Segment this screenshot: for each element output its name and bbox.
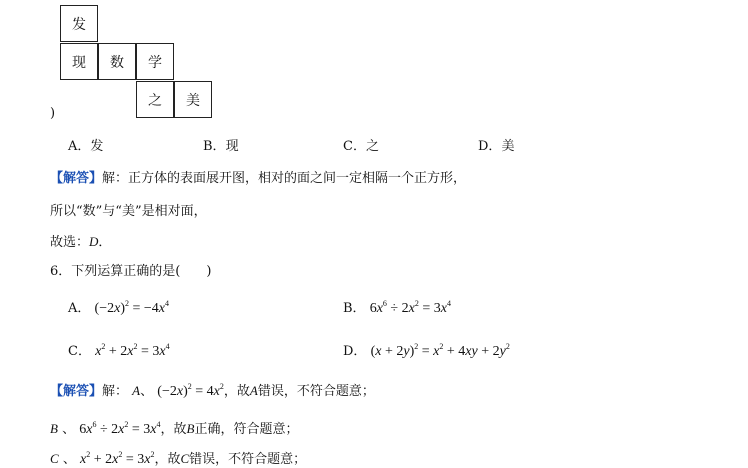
answer-tag: 【解答】 [50, 171, 103, 186]
option-d: D．美 [478, 139, 515, 154]
q6-answer-a-formula: $(-2x)^2 = 4x^2$ [157, 382, 224, 399]
q6-answer-b-formula: $6x^6 \div 2x^2 = 3x^4$ [79, 420, 161, 437]
q5-answer-line3: 故选：D． [50, 234, 112, 250]
option-b: B．现 [203, 139, 239, 154]
q6-option-c-formula: $x^2 + 2x^2 = 3x^4$ [95, 342, 170, 359]
q6-option-c: C． $x^2 + 2x^2 = 3x^4$ [68, 342, 170, 359]
q6-option-a: A． $(-2x)^2 = -4x^4$ [68, 299, 169, 316]
q6-answer-c-formula: $x^2 + 2x^2 = 3x^2$ [79, 450, 155, 467]
q6-option-b: B． $6x^6 \div 2x^2 = 3x^4$ [343, 299, 451, 316]
q6-stem: 6．下列运算正确的是( ) [50, 264, 212, 279]
q6-answer-line3: C 、 $x^2 + 2x^2 = 3x^2$，故C错误，不符合题意； [50, 450, 307, 467]
net-face-left: 现 [60, 43, 98, 80]
q6-option-b-formula: $6x^6 \div 2x^2 = 3x^4$ [369, 299, 451, 316]
q6-option-d-formula: $(x + 2y)^2 = x^2 + 4xy + 2y^2$ [370, 342, 510, 359]
answer-tag: 【解答】 [50, 384, 103, 399]
option-a: A．发 [68, 139, 104, 154]
q6-answer-line2: B 、 $6x^6 \div 2x^2 = 3x^4$，故B正确，符合题意； [50, 420, 299, 437]
net-face-bottom1: 之 [136, 81, 174, 118]
net-face-bottom2: 美 [174, 81, 212, 118]
q5-answer-line1: 【解答】解：正方体的表面展开图，相对的面之间一定相隔一个正方形， [50, 171, 467, 186]
q6-option-a-formula: $(-2x)^2 = -4x^4$ [94, 299, 169, 316]
net-face-mid2: 学 [136, 43, 174, 80]
net-face-top: 发 [60, 5, 98, 42]
option-c: C．之 [343, 139, 379, 154]
paren-tail: ) [50, 106, 56, 121]
q5-answer-line2: 所以“数”与“美”是相对面， [50, 204, 207, 219]
q6-answer-line1: 【解答】解： A、 $(-2x)^2 = 4x^2$，故A错误，不符合题意； [50, 382, 375, 399]
net-face-mid1: 数 [98, 43, 136, 80]
q6-option-d: D． $(x + 2y)^2 = x^2 + 4xy + 2y^2$ [343, 342, 510, 359]
